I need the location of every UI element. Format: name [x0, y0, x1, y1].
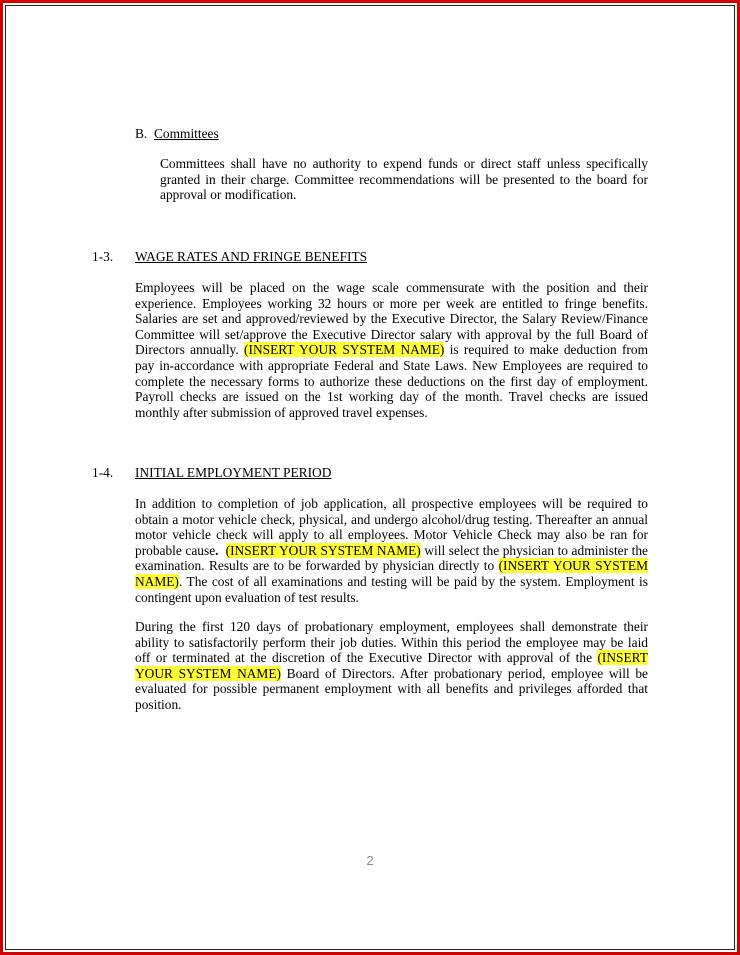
page-number: 2 [366, 853, 374, 868]
section-1-3-paragraph [135, 280, 648, 420]
section-b-body: Committees shall have no authority to expend funds or direct staff unless specifically granted in their charge. Committee recommendations will be presented to the board for approval or modification. [160, 156, 648, 203]
text-run: . [215, 542, 219, 558]
section-1-4-paragraph-1 [135, 496, 648, 605]
text-run: Board of Directors. After probationary period, employee will be evaluated for possible permanent employment with all benefits and privileges afforded that position. [135, 665, 648, 712]
section-1-4-title: INITIAL EMPLOYMENT PERIOD [135, 465, 332, 480]
system-name-placeholder: (INSERT YOUR SYSTEM NAME) [244, 342, 445, 358]
text-run: Employees will be placed on the wage scale commensurate with the position and their experience. Employees working 32 hours or more per week are entitled to fringe benefits. Salaries are set and approved/reviewed by the Executive Director, the Salary Review/Finance Committee will set/approve the Executive Director salary with approval by the full Board of Directors annually. [135, 280, 648, 358]
system-name-placeholder: (INSERT YOUR SYSTEM NAME) [135, 558, 648, 589]
section-1-4-paragraph-2 [135, 619, 648, 713]
section-1-3-title: WAGE RATES AND FRINGE BENEFITS [135, 249, 368, 264]
section-b-title: Committees [153, 126, 219, 141]
text-run: . The cost of all examinations and testing will be paid by the system. Employment is contingent upon evaluation of test results. [135, 573, 648, 605]
system-name-placeholder: (INSERT YOUR SYSTEM NAME) [225, 542, 421, 558]
section-b-heading [135, 126, 219, 142]
text-run: In addition to completion of job application, all prospective employees will be required to obtain a motor vehicle check, physical, and undergo alcohol/drug testing. Thereafter an annual motor vehicle check will apply to all employees. Motor Vehicle Check may also be ran for probable cause [135, 496, 648, 558]
section-b-label: B. [135, 126, 148, 141]
text-run: During the first 120 days of probationary employment, employees shall demonstrate their ability to satisfactorily perform their job duties. Within this period the employee may be laid off or terminated at the discretion of the Executive Director with approval of the [135, 619, 648, 666]
system-name-placeholder: (INSERT YOUR SYSTEM NAME) [135, 650, 648, 681]
text-run: will select the physician to administer the examination. Results are to be forwarded by physician directly to [135, 542, 649, 574]
section-1-4-number: 1-4. [92, 465, 114, 480]
text-run: is required to make deduction from pay in-accordance with appropriate Federal and State Laws. New Employees are required to complete the necessary forms to authorize these deductions on the first day of employment. Payroll checks are issued on the 1st working day of the month. Travel checks are issued monthly after submission of approved travel expenses. [135, 342, 649, 420]
section-1-3-number: 1-3. [92, 249, 114, 264]
